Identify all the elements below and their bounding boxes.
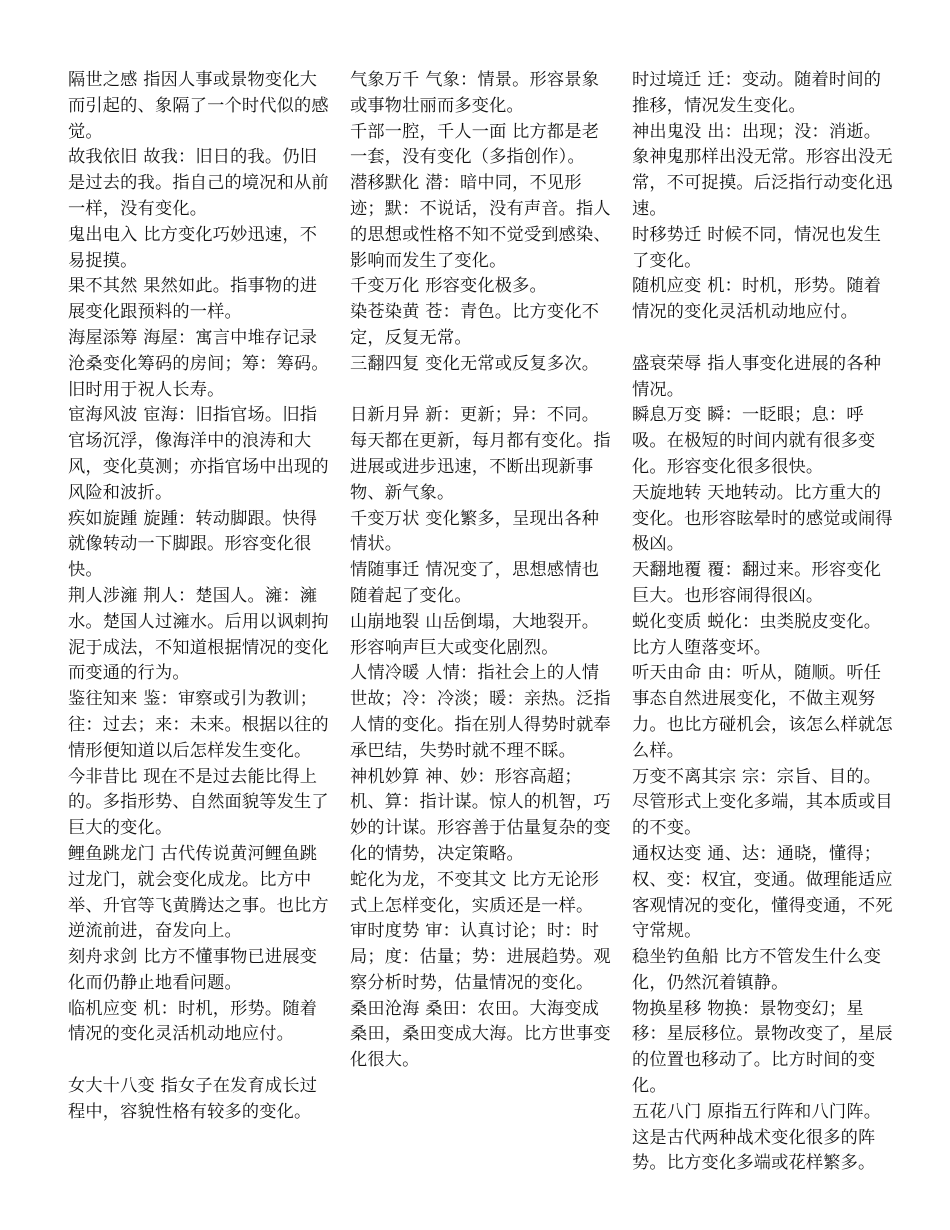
idiom-entry: 今非昔比 现在不是过去能比得上的。多指形势、自然面貌等发生了巨大的变化。 [68,766,329,839]
idiom-entry: 千变万状 变化繁多，呈现出各种情状。 [350,508,600,555]
idiom-entry: 染苍染黄 苍：青色。比方变化不定，反复无常。 [350,302,600,348]
idiom-entry: 鲤鱼跳龙门 古代传说黄河鲤鱼跳过龙门，就会变化成龙。比方中举、升官等飞黄腾达之事。也比方逆流前进，奋发向上。 [68,843,329,942]
idiom-entry: 桑田沧海 桑田：农田。大海变成桑田，桑田变成大海。比方世事变化很大。 [350,998,611,1071]
idiom-entry: 刻舟求剑 比方不懂事物已进展变化而仍静止地看问题。 [68,947,318,993]
idiom-entry: 海屋添筹 海屋：寓言中堆存记录沧桑变化筹码的房间；筹：筹码。旧时用于祝人长寿。 [68,327,329,400]
idiom-entry: 五花八门 原指五行阵和八门阵。这是古代两种战术变化很多的阵势。比方变化多端或花样繁多。 [632,1101,882,1174]
idiom-entry: 临机应变 机：时机，形势。随着情况的变化灵活机动地应付。 [68,998,318,1045]
idiom-entry: 三翻四复 变化无常或反复多次。 [350,353,600,374]
idiom-entry: 神出鬼没 出：出现；没：消逝。象神鬼那样出没无常。形容出没无常，不可捉摸。后泛指行动变化迅速。 [632,121,893,219]
idiom-entry: 千变万化 形容变化极多。 [350,276,547,297]
idiom-entry: 宦海风波 宦海：旧指官场。旧指官场沉浮，像海洋中的浪涛和大风，变化莫测；亦指官场中出现的风险和波折。 [68,405,329,503]
column-1 [68,68,330,1126]
idiom-entry: 天旋地转 天地转动。比方重大的变化。也形容眩晕时的感觉或闹得极凶。 [632,482,893,555]
idiom-entry: 故我依旧 故我：旧日的我。仍旧是过去的我。指自己的境况和从前一样，没有变化。 [68,147,329,219]
idiom-entry: 天翻地覆 覆：翻过来。形容变化巨大。也形容闹得很凶。 [632,560,882,606]
idiom-entry: 千部一腔，千人一面 比方都是老一套，没有变化（多指创作）。 [350,121,600,168]
idiom-entry: 女大十八变 指女子在发育成长过程中，容貌性格有较多的变化。 [68,1076,318,1122]
idiom-entry: 果不其然 果然如此。指事物的进展变化跟预料的一样。 [68,276,318,323]
idiom-entry: 潜移默化 潜：暗中同，不见形迹；默：不说话，没有声音。指人的思想或性格不知不觉受到感染、影响而发生了变化。 [350,173,611,271]
idiom-entry: 荆人涉澭 荆人：楚国人。澭：澭水。楚国人过澭水。后用以讽刺拘泥于成法，不知道根据情况的变化而变通的行为。 [68,585,329,684]
idiom-entry: 物换星移 物换：景物变幻；星移：星辰移位。景物改变了，星辰的位置也移动了。比方时间的变化。 [632,998,893,1097]
idiom-entry: 听天由命 由：听从，随顺。听任事态自然进展变化，不做主观努力。也比方碰机会，该怎么样就怎么样。 [632,663,893,761]
idiom-entry: 通权达变 通、达：通晓，懂得；权、变：权宜，变通。做理能适应客观情况的变化，懂得变通，不死守常规。 [632,843,893,942]
idiom-entry: 隔世之感 指因人事或景物变化大而引起的、象隔了一个时代似的感觉。 [68,70,329,142]
column-3 [632,68,894,1177]
idiom-entry: 万变不离其宗 宗：宗旨、目的。尽管形式上变化多端，其本质或目的不变。 [632,766,893,839]
idiom-entry: 气象万千 气象：情景。形容景象或事物壮丽而多变化。 [350,70,600,116]
idiom-entry: 人情冷暖 人情：指社会上的人情世故；冷：冷淡；暖：亲热。泛指人情的变化。指在别人得势时就奉承巴结，失势时就不理不睬。 [350,663,611,761]
idiom-entry: 疾如旋踵 旋踵：转动脚跟。快得就像转动一下脚跟。形容变化很快。 [68,508,318,581]
idiom-entry: 盛衰荣辱 指人事变化进展的各种情况。 [632,353,882,400]
idiom-entry: 蛇化为龙，不变其文 比方无论形式上怎样变化，实质还是一样。 [350,869,600,916]
idiom-entry: 稳坐钓鱼船 比方不管发生什么变化，仍然沉着镇静。 [632,947,882,993]
idiom-entry: 瞬息万变 瞬：一眨眼；息：呼吸。在极短的时间内就有很多变化。形容变化很多很快。 [632,405,876,477]
idiom-entry: 蜕化变质 蜕化：虫类脱皮变化。比方人堕落变坏。 [632,611,882,658]
idiom-entry: 审时度势 审：认真讨论；时：时局；度：估量；势：进展趋势。观察分析时势，估量情况的变化。 [350,921,611,993]
column-2 [350,68,612,1074]
idiom-entry: 山崩地裂 山岳倒塌，大地裂开。形容响声巨大或变化剧烈。 [350,611,600,658]
idiom-entry: 时过境迁 迁：变动。随着时间的推移，情况发生变化。 [632,70,882,116]
idiom-entry: 神机妙算 神、妙：形容高超；机、算：指计谋。惊人的机智，巧妙的计谋。形容善于估量复杂的变化的情势，决定策略。 [350,766,611,864]
idiom-entry: 鉴往知来 鉴：审察或引为教训；往：过去；来：未来。根据以往的情形便知道以后怎样发生变化。 [68,689,329,761]
idiom-entry: 日新月异 新：更新；异：不同。每天都在更新，每月都有变化。指进展或进步迅速，不断出现新事物、新气象。 [350,405,611,503]
idiom-entry: 情随事迁 情况变了，思想感情也随着起了变化。 [350,560,600,606]
idiom-entry: 鬼出电入 比方变化巧妙迅速，不易捉摸。 [68,224,318,271]
idiom-entry: 随机应变 机：时机，形势。随着情况的变化灵活机动地应付。 [632,276,882,323]
idiom-entry: 时移势迁 时候不同，情况也发生了变化。 [632,224,882,271]
